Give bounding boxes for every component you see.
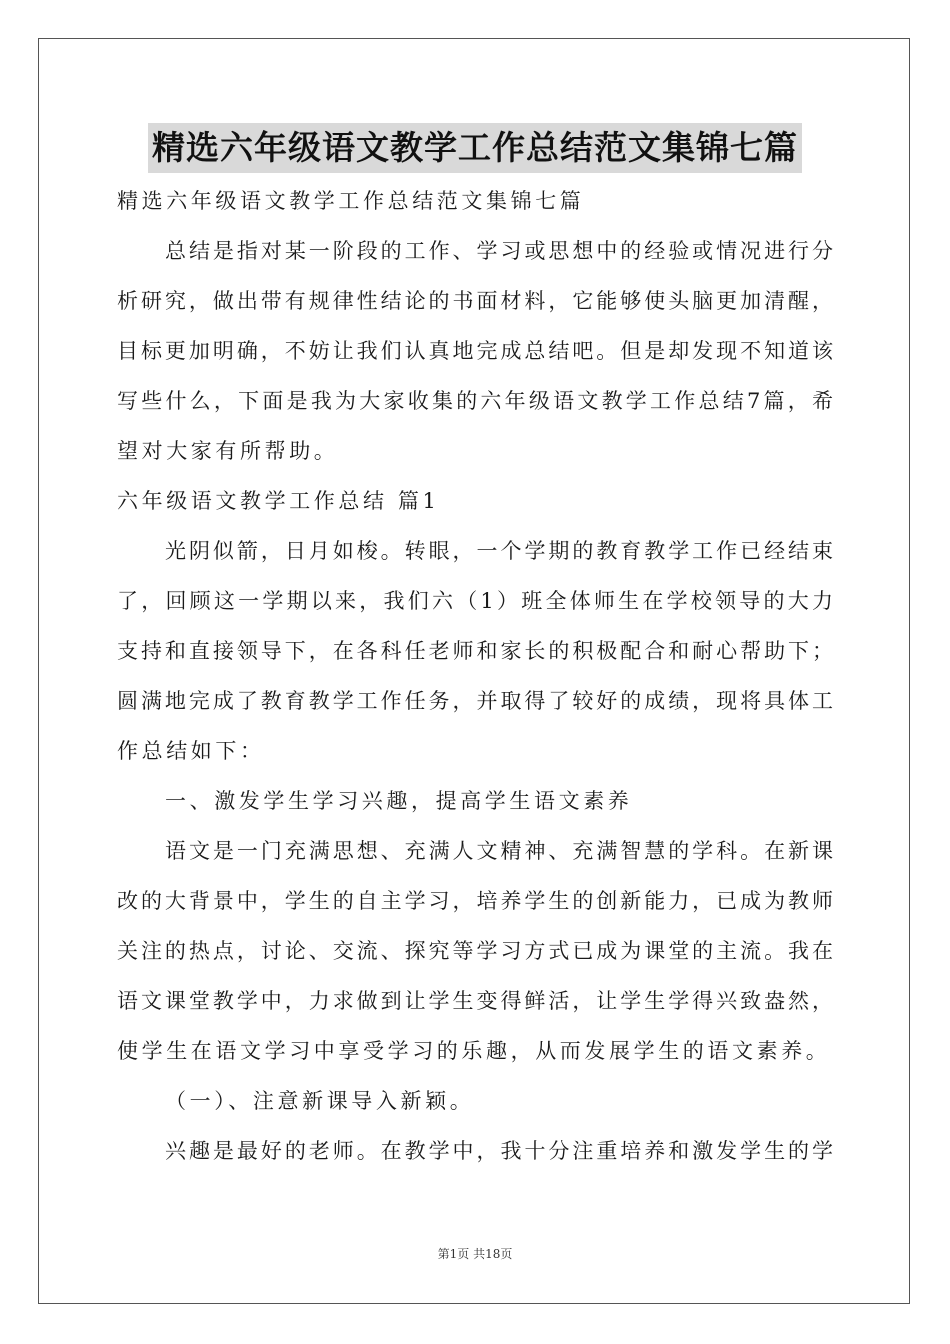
body-text-line: 使学生在语文学习中享受学习的乐趣，从而发展学生的语文素养。 [117,1039,831,1063]
body-text-line: 语文课堂教学中，力求做到让学生变得鲜活，让学生学得兴致盎然， [117,989,833,1013]
body-text-line: 改的大背景中，学生的自主学习，培养学生的创新能力，已成为教师 [117,889,833,913]
document-title-heading [0,123,950,173]
body-text-line: 望对大家有所帮助。 [117,439,339,463]
body-text-line: 圆满地完成了教育教学工作任务，并取得了较好的成绩，现将具体工 [117,689,833,713]
page-number: 第1页 共18页 [437,1247,513,1261]
body-text-line: 支持和直接领导下，在各科任老师和家长的积极配合和耐心帮助下； [117,639,833,663]
body-text-line: （一）、注意新课导入新颖。 [165,1089,475,1113]
body-text-line: 总结是指对某一阶段的工作、学习或思想中的经验或情况进行分 [165,239,833,263]
body-text-line: 作总结如下： [117,739,265,763]
document-body [117,176,833,1176]
body-text-line: 关注的热点，讨论、交流、探究等学习方式已成为课堂的主流。我在 [117,939,833,963]
body-text-line: 了，回顾这一学期以来，我们六（1）班全体师生在学校领导的大力 [117,589,833,613]
body-text-line: 语文是一门充满思想、充满人文精神、充满智慧的学科。在新课 [165,839,833,863]
body-text-line: 兴趣是最好的老师。在教学中，我十分注重培养和激发学生的学 [165,1139,833,1163]
body-text-line: 精选六年级语文教学工作总结范文集锦七篇 [117,189,585,213]
body-text-line: 六年级语文教学工作总结 篇1 [117,489,440,513]
body-text-line: 目标更加明确，不妨让我们认真地完成总结吧。但是却发现不知道该 [117,339,833,363]
body-text-line: 写些什么，下面是我为大家收集的六年级语文教学工作总结7篇，希 [117,389,833,413]
body-text-line: 光阴似箭，日月如梭。转眼，一个学期的教育教学工作已经结束 [165,539,833,563]
body-text-line: 一、激发学生学习兴趣，提高学生语文素养 [165,789,633,813]
body-text-line: 析研究，做出带有规律性结论的书面材料，它能够使头脑更加清醒， [117,289,833,313]
document-title: 精选六年级语文教学工作总结范文集锦七篇 [148,123,802,173]
